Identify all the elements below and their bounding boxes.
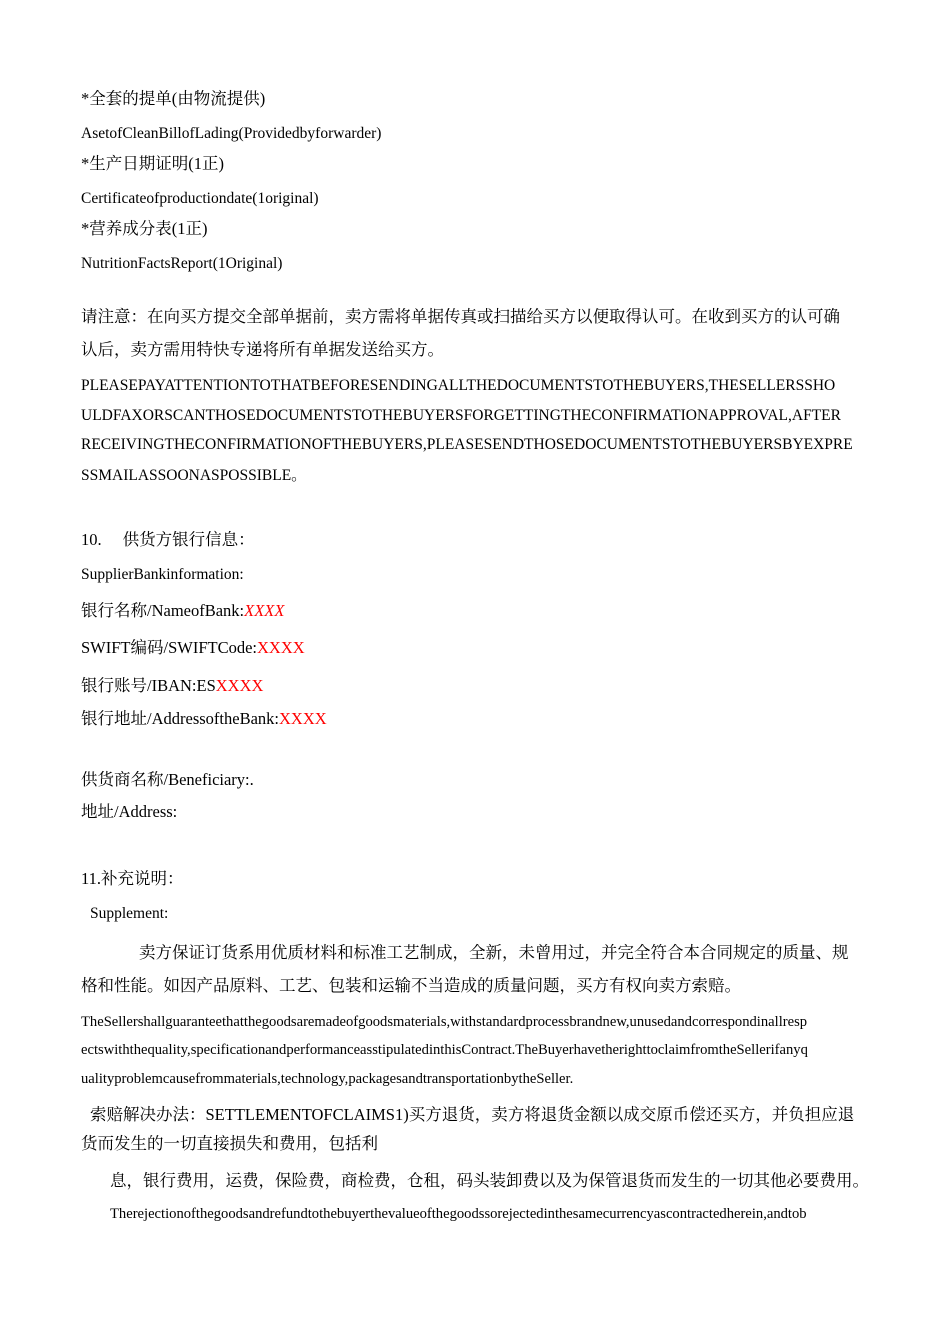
guarantee-en-line-1: TheSellershallguaranteethatthegoodsaremadeofgoodsmaterials,withstandardprocessbrandnew,unusedandcorrespondinallresp bbox=[81, 1014, 808, 1030]
doc-line-nutrition-en: NutritionFactsReport(1Original) bbox=[81, 255, 283, 272]
bank-address-label: 银行地址/AddressoftheBank: bbox=[81, 709, 279, 728]
bank-name-row bbox=[81, 603, 284, 620]
section-10-number: 10. bbox=[81, 530, 102, 549]
address-line: 地址/Address: bbox=[81, 802, 178, 821]
guarantee-en-line-2: ectswiththequality,specificationandperformanceasstipulatedinthisContract.TheBuyerhavetherighttoclaimfromtheSellerifanyq bbox=[81, 1042, 808, 1058]
beneficiary-line: 供货商名称/Beneficiary:. bbox=[81, 770, 254, 789]
supplement-label: Supplement: bbox=[90, 905, 169, 922]
section-10-heading bbox=[81, 532, 255, 549]
notice-en-line-4: SSMAILASSOONASPOSSIBLE。 bbox=[81, 467, 307, 484]
doc-line-bill-cn: *全套的提单(由物流提供) bbox=[81, 89, 266, 108]
claims-cn-line-1: 索赔解决办法：SETTLEMENTOFCLAIMS1)买方退货，卖方将退货金额以成交原币偿还买方，并负担应退 bbox=[90, 1105, 855, 1124]
swift-code-label: SWIFT编码/SWIFTCode: bbox=[81, 638, 257, 657]
bank-name-label: 银行名称/NameofBank: bbox=[81, 601, 245, 620]
section-10-title: 供货方银行信息： bbox=[122, 530, 255, 549]
iban-label: 银行账号/IBAN:ES bbox=[81, 676, 216, 695]
notice-en-line-2: ULDFAXORSCANTHOSEDOCUMENTSTOTHEBUYERSFORGETTINGTHECONFIRMATIONAPPROVAL,AFTER bbox=[81, 407, 841, 424]
guarantee-cn-line-1: 卖方保证订货系用优质材料和标准工艺制成，全新，未曾用过，并完全符合本合同规定的质量、规 bbox=[139, 943, 849, 962]
notice-cn-line-2: 认后，卖方需用特快专递将所有单据发送给买方。 bbox=[81, 340, 444, 359]
doc-line-nutrition-cn: *营养成分表(1正) bbox=[81, 219, 208, 238]
guarantee-cn-line-2: 格和性能。如因产品原料、工艺、包装和运输不当造成的质量问题，买方有权向卖方索赔。 bbox=[81, 976, 741, 995]
supplier-bank-info-en: SupplierBankinformation: bbox=[81, 566, 244, 583]
bank-address-value: XXXX bbox=[278, 709, 327, 728]
notice-cn-line-1: 请注意：在向买方提交全部单据前，卖方需将单据传真或扫描给买方以便取得认可。在收到买方的认可确 bbox=[81, 307, 840, 326]
swift-code-value: XXXX bbox=[257, 638, 305, 657]
doc-line-prod-en: Certificateofproductiondate(1original) bbox=[81, 190, 319, 207]
bank-name-value: XXXX bbox=[244, 601, 285, 620]
bank-address-row bbox=[81, 711, 327, 728]
iban-value: XXXX bbox=[215, 676, 264, 695]
notice-en-line-1: PLEASEPAYATTENTIONTOTHATBEFORESENDINGALLTHEDOCUMENTSTOTHEBUYERS,THESELLERSSHO bbox=[81, 377, 836, 394]
claims-cn-line-2: 货而发生的一切直接损失和费用，包括利 bbox=[81, 1134, 378, 1153]
iban-row bbox=[81, 678, 263, 695]
notice-en-line-3: RECEIVINGTHECONFIRMATIONOFTHEBUYERS,PLEASESENDTHOSEDOCUMENTSTOTHEBUYERSBYEXPRE bbox=[81, 436, 853, 453]
claims-en-line-1: Therejectionofthegoodsandrefundtothebuyerthevalueofthegoodssorejectedinthesamecurrencyascontractedherein,andtob bbox=[110, 1206, 807, 1222]
section-11-heading: 11.补充说明： bbox=[81, 869, 184, 888]
guarantee-en-line-3: ualityproblemcausefrommaterials,technology,packagesandtransportationbytheSeller. bbox=[81, 1071, 574, 1087]
doc-line-prod-cn: *生产日期证明(1正) bbox=[81, 154, 224, 173]
doc-line-bill-en: AsetofCleanBillofLading(Providedbyforwarder) bbox=[81, 125, 382, 142]
swift-code-row bbox=[81, 640, 305, 657]
claims-cn-line-3: 息，银行费用，运费，保险费，商检费，仓租，码头装卸费以及为保管退货而发生的一切其他必要费用。 bbox=[110, 1171, 869, 1190]
